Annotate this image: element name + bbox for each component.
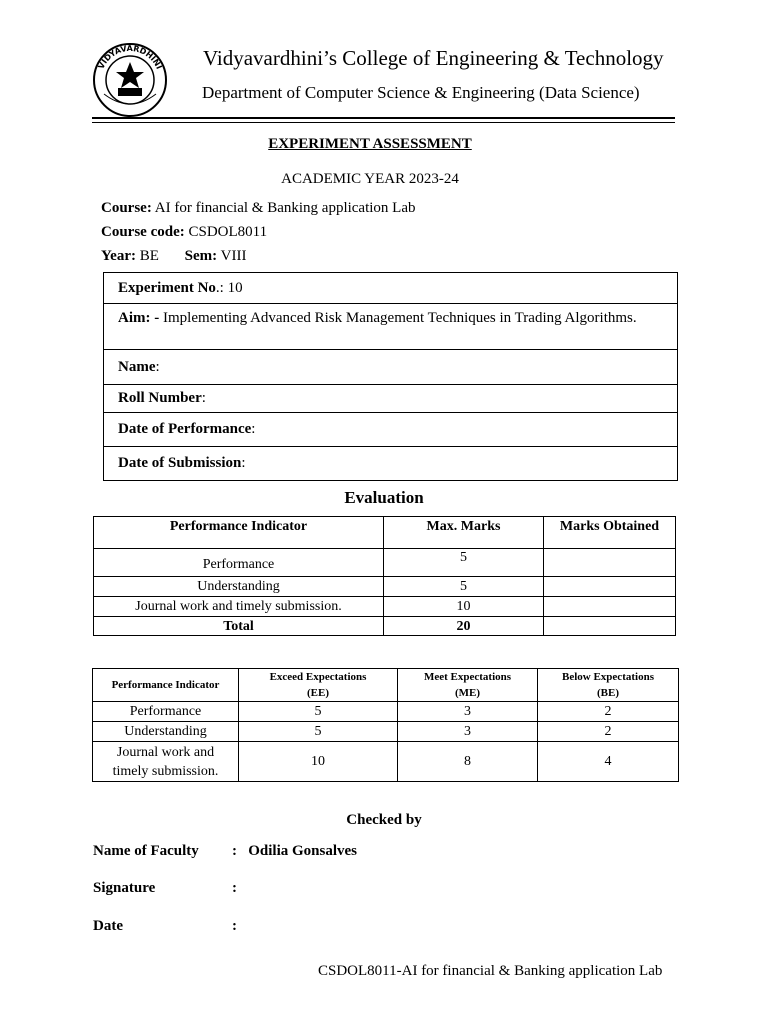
date-of-submission-label: Date of Submission	[118, 455, 242, 471]
document-title: EXPERIMENT ASSESSMENT	[268, 136, 472, 152]
header-rule-thin	[92, 122, 675, 123]
table-row: Performance 5 3 2	[93, 702, 679, 722]
col-header-indicator: Performance Indicator	[94, 517, 384, 549]
sem-value: VIII	[217, 248, 247, 264]
course-code-label: Course code:	[101, 224, 185, 240]
marks-obtained-cell[interactable]	[544, 597, 676, 617]
total-value: 20	[384, 617, 544, 636]
academic-year: ACADEMIC YEAR 2023-24	[281, 171, 459, 187]
rubric-header-row	[93, 669, 679, 702]
date-label: Date	[93, 918, 123, 934]
roll-number-label: Roll Number	[118, 390, 202, 406]
college-name: Vidyavardhini’s College of Engineering & Technology	[203, 46, 664, 70]
experiment-info-table	[103, 272, 678, 481]
table-row: Understanding 5 3 2	[93, 722, 679, 742]
faculty-line: Name of Faculty : Odilia Gonsalves	[93, 843, 358, 859]
rubric-col-ee: Exceed Expectations (EE)	[239, 669, 398, 702]
experiment-value: .: 10	[215, 279, 243, 296]
course-label: Course:	[101, 200, 152, 216]
svg-text:VIDYAVARDHINI: VIDYAVARDHINI	[96, 43, 164, 71]
header-rule-thick	[92, 117, 675, 119]
table-row: Performance 5	[94, 549, 676, 577]
rubric-col-indicator: Performance Indicator	[93, 669, 239, 702]
rubric-col-be: Below Expectations (BE)	[538, 669, 679, 702]
marks-obtained-cell[interactable]	[544, 549, 676, 577]
rubric-col-me: Meet Expectations (ME)	[398, 669, 538, 702]
date-of-submission-row[interactable]: Date of Submission:	[104, 447, 678, 481]
year-value: BE	[135, 248, 159, 264]
course-line	[101, 200, 416, 217]
faculty-name: Odilia Gonsalves	[248, 843, 358, 859]
faculty-label: Name of Faculty	[93, 843, 199, 859]
year-label: Year:	[101, 248, 136, 264]
evaluation-heading: Evaluation	[344, 488, 424, 507]
date-line[interactable]: Date :	[93, 918, 237, 934]
total-obtained-cell[interactable]	[544, 617, 676, 636]
rubric-table	[92, 668, 679, 782]
name-label: Name	[118, 358, 156, 375]
checked-by-heading: Checked by	[346, 812, 422, 828]
marks-obtained-cell[interactable]	[544, 577, 676, 597]
course-code-value: CSDOL8011	[184, 224, 268, 240]
experiment-row	[104, 273, 678, 304]
aim-label: Aim: -	[118, 310, 160, 326]
signature-line[interactable]: Signature :	[93, 880, 237, 896]
aim-row	[104, 304, 678, 350]
date-of-performance-label: Date of Performance	[118, 421, 252, 437]
department-name: Department of Computer Science & Engineering (Data Science)	[202, 83, 640, 102]
table-row: Journal work and timely submission. 10	[94, 597, 676, 617]
name-row[interactable]: Name:	[104, 350, 678, 385]
total-label: Total	[94, 617, 384, 636]
sem-label: Sem:	[184, 248, 218, 264]
col-header-obtained: Marks Obtained	[544, 517, 676, 549]
col-header-max: Max. Marks	[384, 517, 544, 549]
evaluation-table	[93, 516, 676, 636]
course-value: AI for financial & Banking application Lab	[151, 200, 416, 216]
page-footer: CSDOL8011-AI for financial & Banking application Lab	[318, 963, 663, 979]
college-logo	[92, 42, 168, 118]
year-sem-line	[101, 248, 246, 265]
table-row: Understanding 5	[94, 577, 676, 597]
roll-number-row[interactable]: Roll Number:	[104, 385, 678, 413]
experiment-label: Experiment No	[118, 279, 216, 296]
signature-label: Signature	[93, 880, 156, 896]
table-row: Journal work and timely submission. 10 8 4	[93, 742, 679, 782]
course-code-line	[101, 224, 267, 241]
aim-value: Implementing Advanced Risk Management Techniques in Trading Algorithms.	[159, 310, 637, 326]
evaluation-header-row	[94, 517, 676, 549]
date-of-performance-row[interactable]: Date of Performance:	[104, 413, 678, 447]
total-row	[94, 617, 676, 636]
